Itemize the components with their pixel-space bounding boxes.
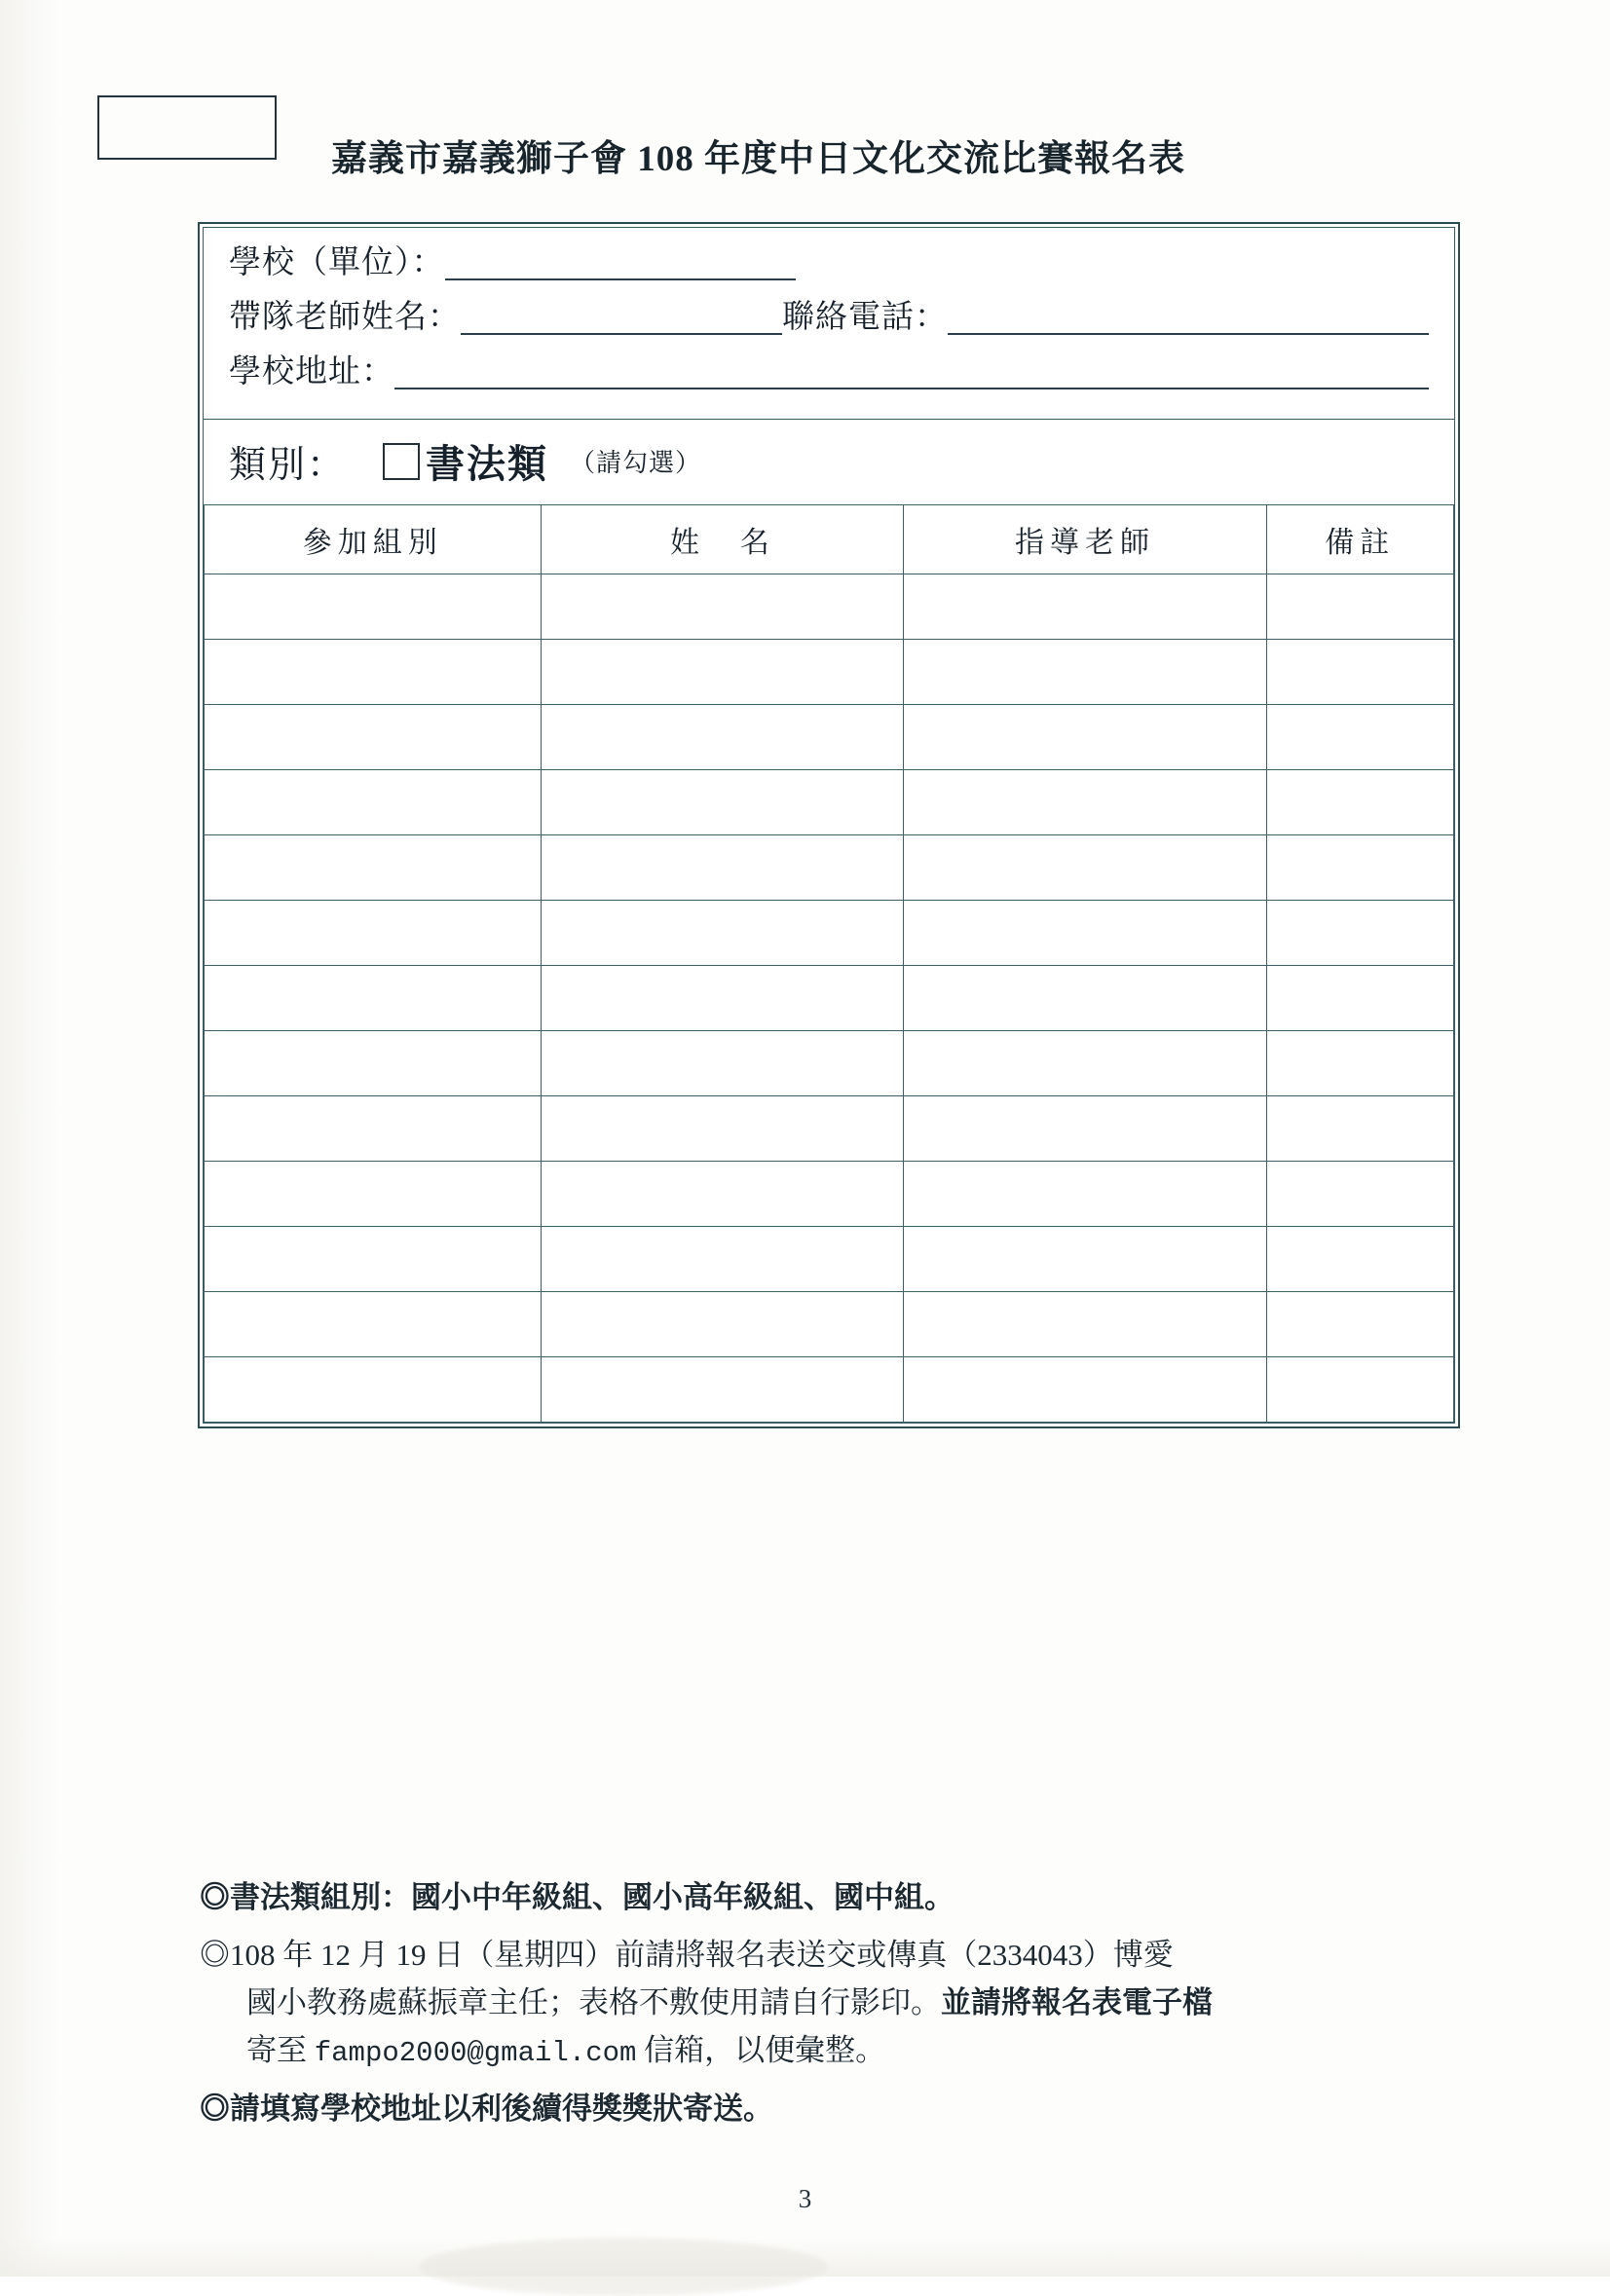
category-row [204, 419, 1454, 504]
cell-name[interactable] [542, 574, 904, 640]
note-deadline-line2a: 國小教務處蘇振章主任；表格不敷使用請自行影印。 [246, 1984, 941, 2019]
column-header-instructor: 指導老師 [904, 505, 1266, 574]
cell-group[interactable] [205, 901, 542, 966]
cell-instructor[interactable] [904, 1227, 1266, 1292]
cell-group[interactable] [205, 1357, 542, 1423]
cell-name[interactable] [542, 705, 904, 770]
school-input[interactable] [445, 245, 796, 280]
cell-name[interactable] [542, 901, 904, 966]
corner-stamp-box [97, 95, 277, 160]
column-header-name: 姓 名 [542, 505, 904, 574]
cell-remark[interactable] [1266, 1162, 1453, 1227]
table-row[interactable] [205, 705, 1454, 770]
cell-group[interactable] [205, 1096, 542, 1162]
cell-name[interactable] [542, 966, 904, 1031]
note-deadline-line2b: 並請將報名表電子檔 [941, 1984, 1213, 2019]
page-title: 嘉義市嘉義獅子會 108 年度中日文化交流比賽報名表 [331, 139, 1185, 179]
cell-name[interactable] [542, 1096, 904, 1162]
cell-name[interactable] [542, 1162, 904, 1227]
table-row[interactable] [205, 770, 1454, 835]
table-row[interactable] [205, 574, 1454, 640]
table-row[interactable] [205, 1357, 1454, 1423]
cell-instructor[interactable] [904, 1162, 1266, 1227]
category-label: 類別： [229, 445, 347, 486]
cell-instructor[interactable] [904, 966, 1266, 1031]
cell-instructor[interactable] [904, 770, 1266, 835]
scan-artifact [419, 2238, 828, 2296]
address-input[interactable] [394, 354, 1429, 389]
teacher-input[interactable] [461, 300, 782, 335]
cell-remark[interactable] [1266, 574, 1453, 640]
school-label: 學校（單位）： [229, 245, 445, 281]
table-header-row [205, 505, 1454, 574]
cell-group[interactable] [205, 835, 542, 901]
cell-instructor[interactable] [904, 1031, 1266, 1096]
cell-remark[interactable] [1266, 835, 1453, 901]
cell-instructor[interactable] [904, 1096, 1266, 1162]
table-row[interactable] [205, 901, 1454, 966]
cell-group[interactable] [205, 966, 542, 1031]
cell-instructor[interactable] [904, 574, 1266, 640]
teacher-label: 帶隊老師姓名： [229, 300, 461, 336]
cell-name[interactable] [542, 1031, 904, 1096]
phone-input[interactable] [948, 300, 1429, 335]
cell-remark[interactable] [1266, 640, 1453, 705]
cell-group[interactable] [205, 705, 542, 770]
scan-edge-shadow [0, 0, 58, 2277]
note-address-request: ◎請填寫學校地址以利後續得獎獎狀寄送。 [200, 2091, 773, 2126]
note-deadline-line3 [200, 2027, 1466, 2076]
form-fields [204, 228, 1454, 419]
cell-instructor[interactable] [904, 705, 1266, 770]
field-row-school [229, 245, 1429, 280]
cell-remark[interactable] [1266, 770, 1453, 835]
registration-table [204, 504, 1454, 1423]
category-hint: （請勾選） [570, 449, 702, 477]
cell-name[interactable] [542, 640, 904, 705]
cell-group[interactable] [205, 1162, 542, 1227]
cell-name[interactable] [542, 1357, 904, 1423]
cell-name[interactable] [542, 1292, 904, 1357]
note-deadline-line1: ◎108 年 12 月 19 日（星期四）前請將報名表送交或傳真（2334043）博愛 [200, 1937, 1174, 1972]
address-label: 學校地址： [229, 354, 394, 390]
cell-instructor[interactable] [904, 640, 1266, 705]
category-option-calligraphy: 書法類 [426, 442, 549, 486]
cell-instructor[interactable] [904, 1292, 1266, 1357]
cell-group[interactable] [205, 640, 542, 705]
cell-instructor[interactable] [904, 1357, 1266, 1423]
column-header-remark: 備註 [1266, 505, 1453, 574]
table-row[interactable] [205, 1096, 1454, 1162]
table-row[interactable] [205, 1162, 1454, 1227]
cell-remark[interactable] [1266, 901, 1453, 966]
cell-remark[interactable] [1266, 1292, 1453, 1357]
column-header-group: 參加組別 [205, 505, 542, 574]
notes-section [200, 1874, 1466, 2143]
cell-name[interactable] [542, 835, 904, 901]
table-row[interactable] [205, 640, 1454, 705]
field-row-teacher-phone [229, 300, 1429, 335]
cell-name[interactable] [542, 770, 904, 835]
note-email-address: fampo2000@gmail.com [314, 2036, 637, 2069]
table-row[interactable] [205, 835, 1454, 901]
table-row[interactable] [205, 1292, 1454, 1357]
cell-group[interactable] [205, 574, 542, 640]
page-number: 3 [798, 2184, 812, 2213]
note-groups: ◎書法類組別：國小中年級組、國小高年級組、國中組。 [200, 1880, 955, 1914]
note-deadline [200, 1932, 1466, 2076]
phone-label: 聯絡電話： [782, 300, 948, 336]
cell-remark[interactable] [1266, 705, 1453, 770]
table-body [205, 574, 1454, 1423]
field-row-address [229, 354, 1429, 389]
registration-form [198, 222, 1460, 1428]
calligraphy-checkbox[interactable] [383, 443, 420, 480]
cell-group[interactable] [205, 1227, 542, 1292]
form-inner-border [203, 227, 1455, 1424]
cell-remark[interactable] [1266, 1227, 1453, 1292]
cell-remark[interactable] [1266, 1096, 1453, 1162]
cell-group[interactable] [205, 770, 542, 835]
cell-instructor[interactable] [904, 835, 1266, 901]
note-email-prefix: 寄至 [246, 2032, 315, 2067]
cell-remark[interactable] [1266, 1031, 1453, 1096]
cell-remark[interactable] [1266, 966, 1453, 1031]
cell-group[interactable] [205, 1031, 542, 1096]
cell-remark[interactable] [1266, 1357, 1453, 1423]
table-row[interactable] [205, 966, 1454, 1031]
cell-group[interactable] [205, 1292, 542, 1357]
cell-name[interactable] [542, 1227, 904, 1292]
note-email-suffix: 信箱，以便彙整。 [636, 2032, 886, 2067]
note-deadline-line2 [200, 1980, 1466, 2027]
cell-instructor[interactable] [904, 901, 1266, 966]
table-row[interactable] [205, 1227, 1454, 1292]
table-row[interactable] [205, 1031, 1454, 1096]
